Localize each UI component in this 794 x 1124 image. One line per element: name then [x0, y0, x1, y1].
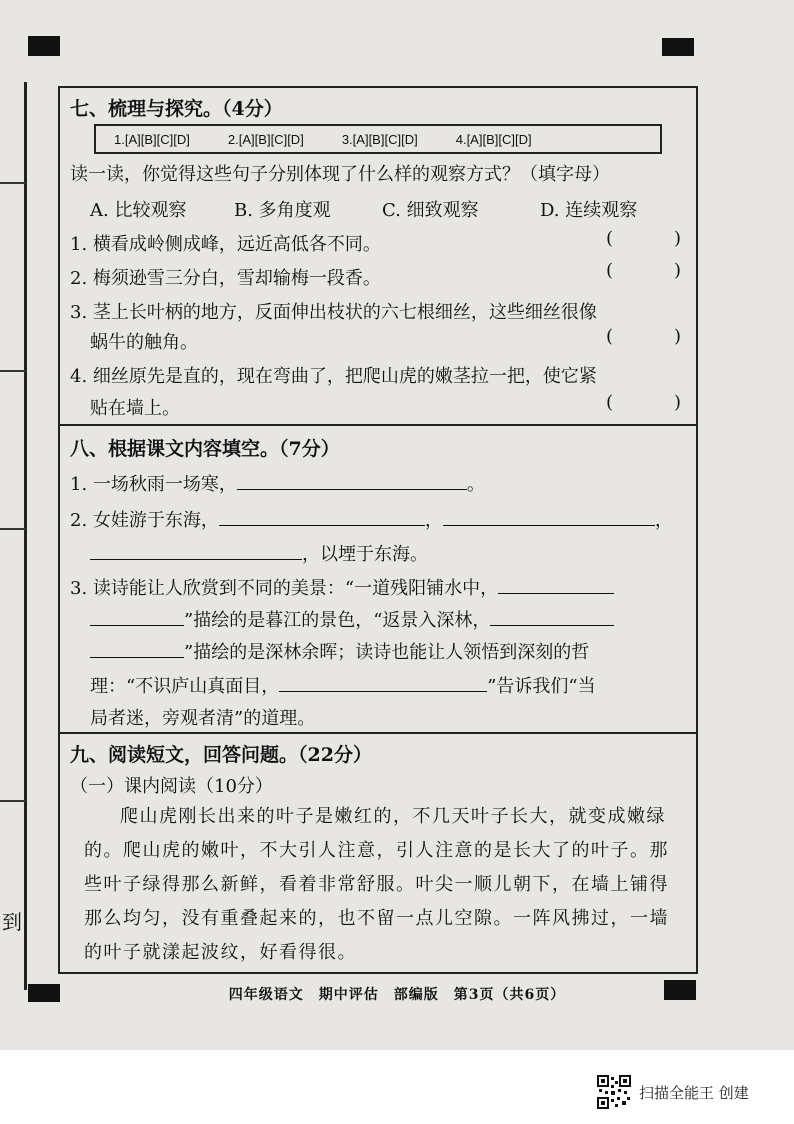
choice-b[interactable]: [B] [140, 131, 157, 147]
choice-d[interactable]: [D] [401, 131, 418, 147]
choice-d[interactable]: [D] [287, 131, 304, 147]
fill-blank[interactable] [490, 607, 614, 626]
binding-tick [0, 182, 26, 184]
answer-card-q2 [228, 132, 304, 147]
question-7-4-line1: 4. 细丝原先是直的，现在弯曲了，把爬山虎的嫩茎拉一把，使它紧 [70, 366, 597, 387]
answer-paren-close: ) [674, 260, 682, 281]
answer-paren-open: ( [606, 260, 614, 281]
corner-marker-top-left [28, 36, 60, 56]
fill-blank[interactable] [219, 507, 425, 526]
question-8-3-line1 [70, 574, 614, 600]
section9-title: 九、阅读短文，回答问题。（22分） [70, 744, 372, 766]
question-8-1 [70, 470, 485, 496]
section-divider [60, 424, 696, 426]
comma: ， [654, 510, 673, 531]
question-frame [58, 86, 698, 974]
answer-paren-close: ) [674, 326, 682, 347]
answer-paren-close: ) [674, 392, 682, 413]
choice-a[interactable]: [A] [352, 131, 369, 147]
question-8-1-text: 1. 一场秋雨一场寒， [70, 474, 237, 495]
choice-c[interactable]: [C] [498, 131, 515, 147]
fill-blank[interactable] [90, 607, 184, 626]
answer-num: 2. [227, 131, 239, 147]
fill-blank[interactable] [90, 639, 184, 658]
reading-passage-text: 爬山虎刚长出来的叶子是嫩红的，不几天叶子长大，就变成嫩绿的。爬山虎的嫩叶，不大引人注意，引人注意的是长大了的叶子。那些叶子绿得那么新鲜，看着非常舒服。叶尖一顺儿朝下，在墙上铺得那么均匀，没有重叠起来的，也不留一点儿空隙。一阵风拂过，一墙的叶子就漾起波纹，好看得很。 [84, 806, 669, 963]
question-7-3-line1: 3. 茎上长叶柄的地方，反面伸出枝状的六七根细丝，这些细丝很像 [70, 302, 597, 323]
reading-passage [84, 800, 684, 970]
fill-blank[interactable] [443, 507, 655, 526]
choice-b[interactable]: [B] [254, 131, 271, 147]
question-8-3-text: ”描绘的是深林余晖；读诗也能让人领悟到深刻的哲 [184, 642, 590, 663]
binding-margin-char: 到 [2, 910, 22, 934]
binding-tick [0, 370, 26, 372]
fill-blank[interactable] [279, 673, 487, 692]
answer-paren-open: ( [606, 392, 614, 413]
choice-a[interactable]: [A] [466, 131, 483, 147]
choice-a[interactable]: [A] [124, 131, 141, 147]
option-a: A. 比较观察 [90, 200, 187, 221]
binding-tick [0, 528, 26, 530]
binding-tick [0, 800, 26, 802]
choice-c[interactable]: [C] [384, 131, 402, 147]
question-8-2-cont [90, 540, 428, 566]
answer-num: 3. [341, 131, 353, 147]
question-8-2 [70, 506, 673, 532]
question-8-3-text: ”告诉我们“当 [487, 676, 596, 697]
option-c: C. 细致观察 [382, 200, 479, 221]
comma: ， [424, 510, 443, 531]
section7-title: 七、梳理与探究。（4分） [70, 98, 283, 120]
section7-instruction: 读一读，你觉得这些句子分别体现了什么样的观察方式？（填字母） [70, 164, 610, 185]
choice-c[interactable]: [C] [270, 131, 288, 147]
question-7-1: 1. 横看成岭侧成峰，远近高低各不同。 [70, 234, 381, 255]
answer-num: 4. [455, 131, 467, 147]
choice-d[interactable]: [D] [173, 131, 190, 147]
choice-d[interactable]: [D] [515, 131, 532, 147]
choice-b[interactable]: [B] [482, 131, 499, 147]
answer-card-q4 [456, 132, 532, 147]
answer-card-q1 [114, 132, 190, 147]
choice-c[interactable]: [C] [156, 131, 174, 147]
question-8-3-line2 [90, 606, 614, 632]
option-b: B. 多角度观 [234, 200, 331, 221]
answer-paren-close: ) [674, 228, 682, 249]
question-8-2-text: 2. 女娃游于东海， [70, 510, 219, 531]
answer-num: 1. [114, 131, 125, 147]
qr-code-icon [597, 1075, 631, 1109]
question-7-4-line2: 贴在墙上。 [90, 398, 180, 419]
scanner-watermark: 扫描全能王 创建 [639, 1084, 749, 1102]
section9-subtitle: （一）课内阅读（10分） [70, 776, 273, 797]
question-8-3-line5: 局者迷，旁观者清”的道理。 [90, 708, 316, 729]
question-8-2-end: ，以堙于东海。 [302, 544, 428, 565]
corner-marker-top-right [662, 38, 694, 56]
choice-b[interactable]: [B] [368, 131, 385, 147]
page-footer: 四年级语文 期中评估 部编版 第3页（共6页） [228, 987, 566, 1003]
question-7-3-line2: 蜗牛的触角。 [90, 332, 198, 353]
fill-blank[interactable] [90, 541, 302, 560]
choice-a[interactable]: [A] [238, 131, 255, 147]
question-8-3-line4 [90, 672, 596, 698]
question-8-3-text: 3. 读诗能让人欣赏到不同的美景：“一道残阳铺水中， [70, 578, 499, 599]
section-divider [60, 732, 696, 734]
section8-title: 八、根据课文内容填空。（7分） [70, 438, 340, 460]
fill-blank[interactable] [237, 471, 467, 490]
answer-paren-open: ( [606, 326, 614, 347]
option-d: D. 连续观察 [540, 200, 638, 221]
fill-blank[interactable] [498, 575, 614, 594]
answer-card [94, 124, 662, 154]
question-7-2: 2. 梅须逊雪三分白，雪却输梅一段香。 [70, 268, 381, 289]
question-8-3-text: 理：“不识庐山真面目， [90, 676, 280, 697]
question-8-1-end: 。 [466, 474, 485, 495]
question-8-3-line3 [90, 638, 589, 664]
binding-line [24, 82, 27, 990]
question-8-3-text: ”描绘的是暮江的景色，“返景入深林， [184, 610, 491, 631]
answer-paren-open: ( [606, 228, 614, 249]
answer-card-q3 [342, 132, 418, 147]
